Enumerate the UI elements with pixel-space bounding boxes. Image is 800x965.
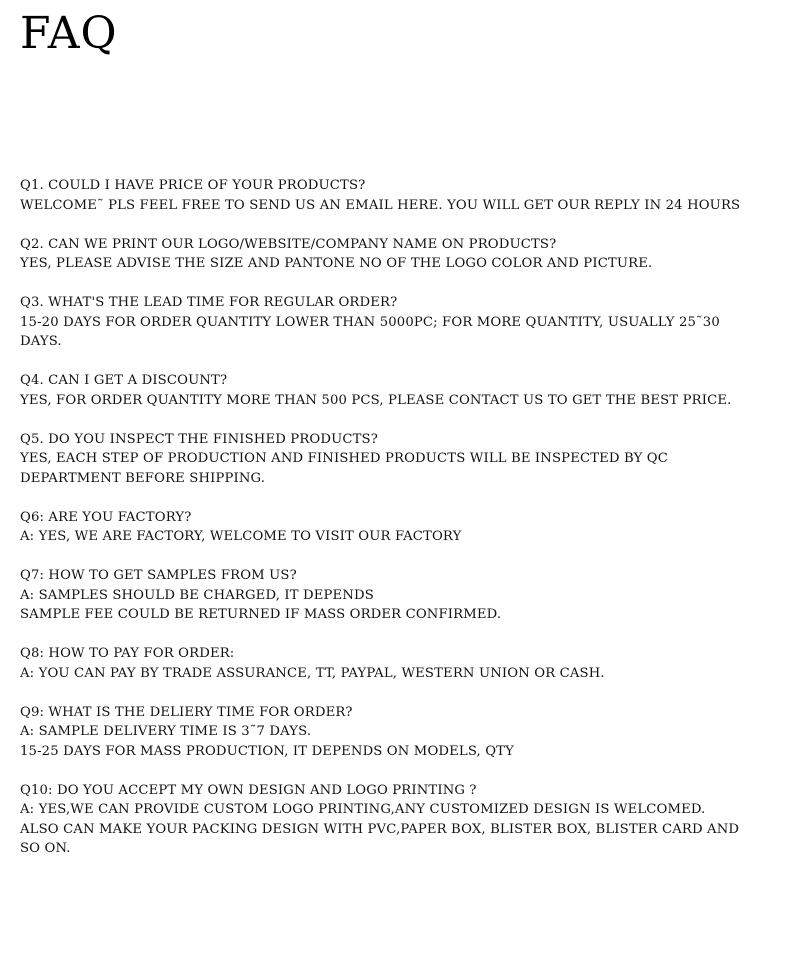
faq-answer-9-line-2: 15-25 DAYS FOR MASS PRODUCTION, IT DEPENDS ON MODELS, QTY bbox=[20, 743, 514, 759]
faq-item-6 bbox=[20, 508, 760, 547]
faq-question-1: Q1. COULD I HAVE PRICE OF YOUR PRODUCTS? bbox=[20, 178, 366, 193]
faq-answer-10-line-2: ALSO CAN MAKE YOUR PACKING DESIGN WITH PVC,PAPER BOX, BLISTER BOX, BLISTER CARD AND SO ON. bbox=[20, 821, 740, 856]
faq-question-10: Q10: DO YOU ACCEPT MY OWN DESIGN AND LOGO PRINTING ? bbox=[20, 782, 477, 798]
faq-question-8: Q8: HOW TO PAY FOR ORDER: bbox=[20, 646, 235, 661]
faq-answer-4-line-1: YES, FOR ORDER QUANTITY MORE THAN 500 PCS, PLEASE CONTACT US TO GET THE BEST PRICE. bbox=[20, 392, 732, 408]
faq-question-4: Q4. CAN I GET A DISCOUNT? bbox=[20, 373, 228, 388]
faq-answer-5-line-1: YES, EACH STEP OF PRODUCTION AND FINISHED PRODUCTS WILL BE INSPECTED BY QC DEPARTMENT BEFORE SHIPPING. bbox=[20, 451, 669, 486]
faq-question-3: Q3. WHAT'S THE LEAD TIME FOR REGULAR ORDER? bbox=[20, 295, 398, 310]
faq-answer-8-line-1: A: YOU CAN PAY BY TRADE ASSURANCE, TT, PAYPAL, WESTERN UNION OR CASH. bbox=[20, 665, 605, 681]
faq-question-2: Q2. CAN WE PRINT OUR LOGO/WEBSITE/COMPANY NAME ON PRODUCTS? bbox=[20, 236, 557, 252]
faq-answer-7-line-1: A: SAMPLES SHOULD BE CHARGED, IT DEPENDS bbox=[20, 587, 374, 603]
faq-item-1 bbox=[20, 176, 760, 215]
faq-item-4 bbox=[20, 371, 760, 410]
faq-list bbox=[20, 176, 760, 878]
faq-item-5 bbox=[20, 430, 760, 489]
faq-item-10 bbox=[20, 781, 760, 859]
faq-item-8 bbox=[20, 644, 760, 683]
faq-answer-3-line-1: 15-20 DAYS FOR ORDER QUANTITY LOWER THAN 5000PC; FOR MORE QUANTITY, USUALLY 25˜30 DAYS. bbox=[20, 314, 720, 349]
faq-question-6: Q6: ARE YOU FACTORY? bbox=[20, 509, 192, 525]
faq-item-9 bbox=[20, 703, 760, 762]
faq-question-7: Q7: HOW TO GET SAMPLES FROM US? bbox=[20, 568, 297, 583]
faq-answer-1-line-1: WELCOME˜ PLS FEEL FREE TO SEND US AN EMAIL HERE. YOU WILL GET OUR REPLY IN 24 HOURS bbox=[20, 197, 741, 213]
faq-answer-6-line-1: A: YES, WE ARE FACTORY, WELCOME TO VISIT OUR FACTORY bbox=[20, 529, 462, 544]
faq-item-3 bbox=[20, 293, 760, 352]
faq-answer-2-line-1: YES, PLEASE ADVISE THE SIZE AND PANTONE NO OF THE LOGO COLOR AND PICTURE. bbox=[20, 256, 653, 271]
faq-answer-10-line-1: A: YES,WE CAN PROVIDE CUSTOM LOGO PRINTING,ANY CUSTOMIZED DESIGN IS WELCOMED. bbox=[20, 802, 706, 817]
faq-item-2 bbox=[20, 235, 760, 274]
faq-answer-9-line-1: A: SAMPLE DELIVERY TIME IS 3˜7 DAYS. bbox=[20, 724, 312, 739]
faq-answer-7-line-2: SAMPLE FEE COULD BE RETURNED IF MASS ORDER CONFIRMED. bbox=[20, 607, 502, 622]
faq-question-9: Q9: WHAT IS THE DELIERY TIME FOR ORDER? bbox=[20, 704, 353, 720]
faq-question-5: Q5. DO YOU INSPECT THE FINISHED PRODUCTS? bbox=[20, 431, 378, 447]
faq-item-7 bbox=[20, 566, 760, 625]
page-title: FAQ bbox=[20, 8, 118, 59]
